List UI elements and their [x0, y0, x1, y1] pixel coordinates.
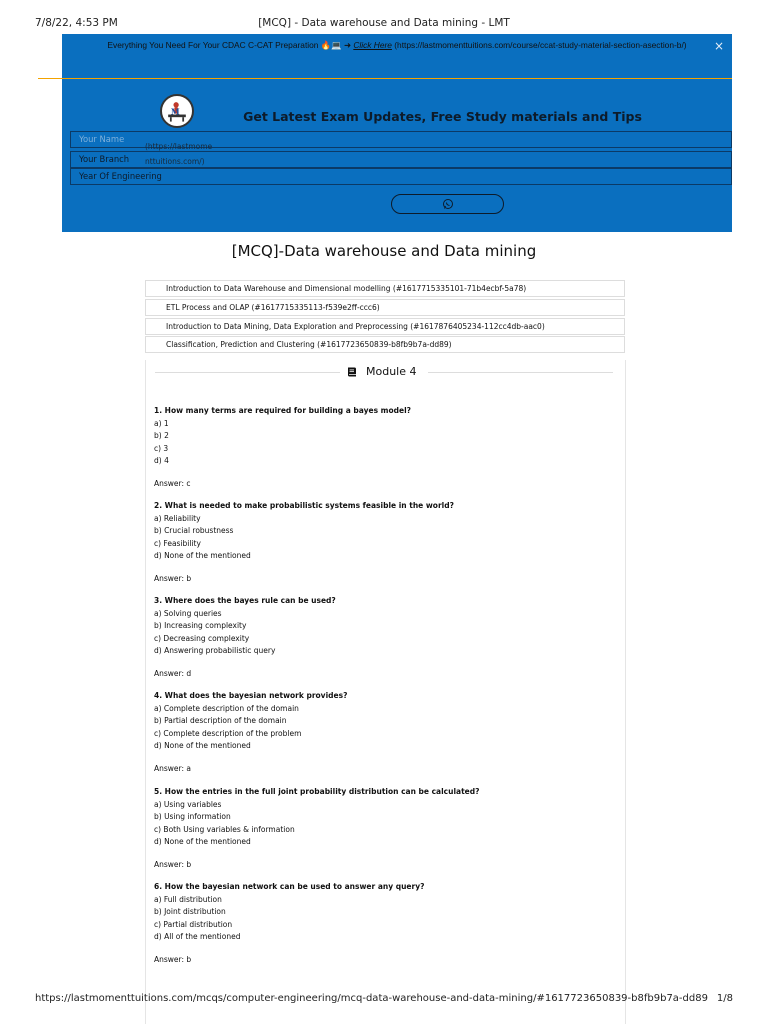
question-block: [154, 690, 614, 776]
toc-link[interactable]: Introduction to Data Mining, Data Exploration and Preprocessing (#1617876405234-112cc4db-aac0): [145, 318, 625, 335]
close-icon[interactable]: ×: [713, 39, 724, 53]
option: b) Crucial robustness: [154, 526, 234, 536]
option: d) 4: [154, 456, 169, 466]
cta-heading: Get Latest Exam Updates, Free Study materials and Tips: [243, 109, 642, 124]
year-label: Year Of Engineering: [79, 171, 162, 181]
option: d) None of the mentioned: [154, 837, 251, 847]
announcement-link[interactable]: Click Here: [353, 40, 392, 50]
option: d) None of the mentioned: [154, 741, 251, 751]
name-placeholder: Your Name: [79, 134, 125, 144]
print-url: https://lastmomenttuitions.com/mcqs/computer-engineering/mcq-data-warehouse-and-data-mining/#1617723650839-b8fb9b7a-dd89: [35, 993, 708, 1004]
option: c) 3: [154, 443, 169, 453]
announcement-text: Everything You Need For Your CDAC C-CAT Preparation 🔥💻 ➜: [107, 40, 351, 50]
module-title: Module 4: [366, 365, 417, 378]
toc-link[interactable]: Introduction to Data Warehouse and Dimensional modelling (#1617715335101-71b4ecbf-5a78): [145, 280, 625, 297]
page-number: 1/8: [716, 993, 733, 1004]
question-text: 6. How the bayesian network can be used to answer any query?: [154, 882, 425, 891]
page-title: [MCQ]-Data warehouse and Data mining: [231, 242, 537, 260]
question-text: 2. What is needed to make probabilistic systems feasible in the world?: [154, 501, 454, 510]
option: a) Reliability: [154, 513, 201, 523]
question-text: 5. How the entries in the full joint probability distribution can be calculated?: [154, 787, 480, 796]
option: a) Solving queries: [154, 608, 222, 618]
answer-text: Answer: b: [154, 954, 192, 964]
accent-divider: [38, 78, 732, 79]
answer-text: Answer: a: [154, 763, 191, 773]
option: a) 1: [154, 418, 169, 428]
print-title: [MCQ] - Data warehouse and Data mining - LMT: [258, 17, 510, 29]
book-icon: [346, 366, 358, 378]
option: c) Both Using variables & information: [154, 824, 295, 834]
module-heading: [346, 365, 417, 378]
answer-text: Answer: d: [154, 668, 192, 678]
question-text: 3. Where does the bayes rule can be used?: [154, 596, 336, 605]
announcement-url[interactable]: (https://lastmomenttuitions.com/course/ccat-study-material-section-asection-b/): [394, 40, 687, 50]
answer-text: Answer: b: [154, 573, 192, 583]
announcement-bar: [62, 34, 732, 80]
print-date: 7/8/22, 4:53 PM: [35, 17, 118, 29]
option: c) Decreasing complexity: [154, 633, 250, 643]
lmt-logo[interactable]: [160, 94, 194, 128]
question-text: 1. How many terms are required for building a bayes model?: [154, 406, 412, 415]
year-select[interactable]: [70, 168, 732, 185]
question-block: [154, 405, 614, 491]
question-block: [154, 595, 614, 681]
option: a) Complete description of the domain: [154, 703, 299, 713]
option: b) Partial description of the domain: [154, 716, 287, 726]
question-block: [154, 881, 614, 967]
logo-link-text[interactable]: (https://lastmome: [145, 142, 213, 151]
answer-text: Answer: b: [154, 859, 192, 869]
print-footer: [0, 993, 768, 1013]
option: c) Complete description of the problem: [154, 728, 302, 738]
option: c) Partial distribution: [154, 919, 233, 929]
question-block: [154, 786, 614, 872]
option: a) Full distribution: [154, 894, 222, 904]
question-block: [154, 500, 614, 586]
option: c) Feasibility: [154, 538, 201, 548]
option: d) All of the mentioned: [154, 932, 241, 942]
option: d) Answering probabilistic query: [154, 646, 276, 656]
toc-link[interactable]: ETL Process and OLAP (#1617715335113-f539e2ff-ccc6): [145, 299, 625, 316]
option: b) 2: [154, 431, 169, 441]
logo-link-text-cont[interactable]: nttuitions.com/): [145, 157, 205, 166]
divider: [428, 372, 613, 373]
divider: [155, 372, 340, 373]
answer-text: Answer: c: [154, 478, 191, 488]
option: d) None of the mentioned: [154, 551, 251, 561]
whatsapp-icon: [442, 198, 454, 210]
toc-link[interactable]: Classification, Prediction and Clustering (#1617723650839-b8fb9b7a-dd89): [145, 336, 625, 353]
question-text: 4. What does the bayesian network provides?: [154, 691, 348, 700]
option: b) Joint distribution: [154, 907, 226, 917]
whatsapp-button[interactable]: [391, 194, 504, 214]
option: b) Increasing complexity: [154, 621, 247, 631]
svg-text:M: M: [170, 107, 180, 117]
option: b) Using information: [154, 812, 231, 822]
branch-label: Your Branch: [79, 154, 130, 164]
option: a) Using variables: [154, 799, 222, 809]
